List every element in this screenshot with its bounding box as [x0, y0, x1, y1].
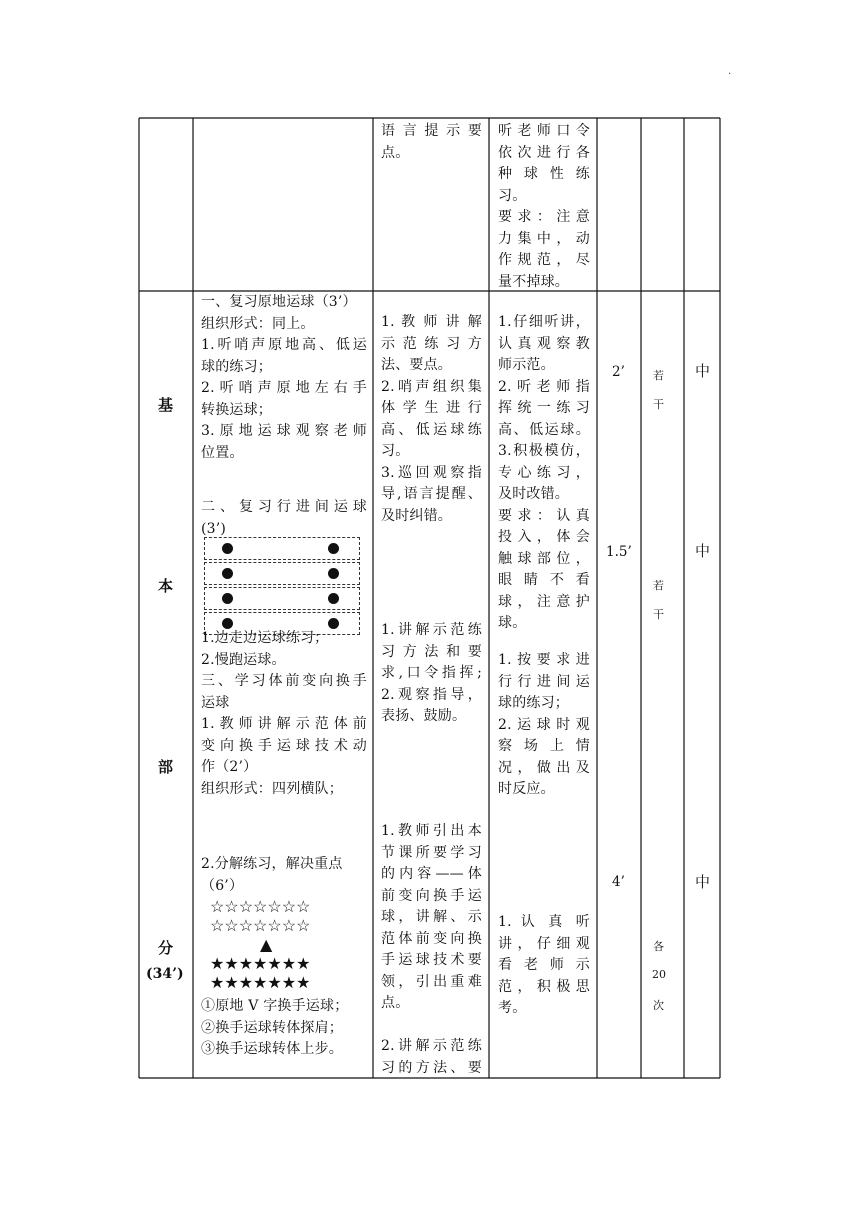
- time-value: 4’: [612, 874, 625, 890]
- text-line: 1.教师引出本: [381, 823, 482, 839]
- text-line: 手运球技术要: [381, 952, 482, 968]
- content-part3-items: [201, 996, 367, 1061]
- content-part3-title: [201, 854, 367, 897]
- text-line: 习 方 法 和 要: [381, 643, 482, 660]
- text-line: 1. 教 师 讲 解: [381, 314, 482, 330]
- count-char: 各: [653, 940, 664, 953]
- text-line: 高、低运球练: [381, 421, 482, 438]
- text-line: 3.原地运球观察老师: [201, 423, 367, 439]
- text-line: 体 学 生 进 行: [381, 400, 482, 416]
- text-line: 点。: [381, 144, 410, 161]
- text-line: 位置。: [201, 444, 244, 461]
- text-line: 2.慢跑运球。: [201, 651, 286, 668]
- text-line: 组织形式：四列横队；: [201, 780, 343, 797]
- count-char: 20: [652, 968, 666, 981]
- content-part2-title: [201, 497, 367, 540]
- ball-icon: [328, 543, 339, 554]
- text-line: 1.教师讲解示范体前: [201, 716, 367, 732]
- text-line: 行行进间运: [498, 673, 590, 690]
- top-teacher-text: [381, 121, 482, 164]
- text-line: 示 范 练 习 方: [381, 335, 482, 352]
- dribble-lanes-diagram: [204, 537, 360, 637]
- text-line: 1.按要求进: [498, 652, 590, 668]
- text-line: 转换运球；: [201, 401, 272, 418]
- text-line: 求,口令指挥;: [381, 665, 482, 681]
- text-line: 挥统一练习: [498, 400, 590, 416]
- text-line: 球。: [498, 615, 527, 631]
- time-value: 2’: [612, 364, 625, 380]
- text-line: 一、复习原地运球（3’）: [201, 294, 357, 310]
- text-line: 1.讲解示范练: [381, 622, 482, 638]
- text-line: 及时改错。: [498, 486, 569, 502]
- student-block-3: [498, 912, 590, 1020]
- text-line: 眼 睛 不 看: [498, 572, 590, 588]
- section-time: (34’): [146, 966, 184, 982]
- time-value: 1.5’: [606, 544, 632, 560]
- intensity-value: 中: [695, 542, 711, 560]
- text-line: 讲，仔细观: [498, 935, 590, 952]
- lane: [204, 562, 360, 585]
- text-line: 2.分解练习，解决重点: [201, 856, 343, 872]
- text-line: 2.听老师指: [498, 378, 590, 395]
- text-line: 的内容——体: [381, 866, 482, 882]
- text-line: 球，讲解、示: [381, 909, 482, 925]
- text-line: ②换手运球转体探肩；: [201, 1019, 343, 1036]
- formation-row-solid-stars: ★★★★★★★: [210, 954, 311, 973]
- text-line: 时反应。: [498, 781, 555, 797]
- content-part2-items: [201, 628, 367, 800]
- text-line: 专心练习，: [498, 464, 590, 481]
- text-line: 要求：认真: [498, 507, 590, 524]
- ball-icon: [222, 543, 233, 554]
- count-char: 次: [653, 999, 664, 1012]
- text-line: 量不掉球。: [498, 273, 569, 290]
- text-line: 师示范。: [498, 357, 555, 373]
- text-line: 习的方法、要: [381, 1059, 482, 1076]
- student-block-2: [498, 650, 590, 801]
- text-line: 力集中，动: [498, 230, 590, 247]
- section-char: 分: [158, 939, 174, 957]
- text-line: ①原地 V 字换手运球；: [201, 998, 349, 1014]
- content-part1: [201, 292, 367, 464]
- ball-icon: [328, 568, 339, 579]
- page-mark: .: [728, 66, 732, 77]
- formation-diagram: [210, 897, 310, 992]
- lane: [204, 587, 360, 610]
- text-line: 导,语言提醒、: [381, 486, 482, 502]
- teacher-triangle-icon: ▲: [260, 935, 273, 954]
- text-line: 依次进行各: [498, 144, 590, 161]
- text-line: 况，做出及: [498, 759, 590, 776]
- text-line: 组织形式：同上。: [201, 315, 315, 332]
- text-line: 球的练习；: [498, 695, 569, 711]
- teacher-block-3: [381, 821, 482, 1079]
- text-line: 3.巡回观察指: [381, 464, 482, 481]
- text-line: 运球: [201, 694, 230, 711]
- text-line: 语 言 提 示 要: [381, 123, 482, 139]
- text-line: 考。: [498, 1000, 527, 1016]
- text-line: 2.观察指导，: [381, 686, 482, 703]
- text-line: 触球部位，: [498, 550, 590, 567]
- text-line: 看 老 师 示: [498, 957, 590, 973]
- text-line: 作规范，尽: [498, 252, 590, 268]
- text-line: 范体前变向换: [381, 930, 482, 947]
- student-block-1: [498, 312, 590, 635]
- text-line: 及时纠错。: [381, 507, 452, 524]
- text-line: 作（2’）: [201, 759, 258, 775]
- text-line: (3’): [201, 520, 227, 537]
- formation-row-hollow-stars: ☆☆☆☆☆☆☆: [210, 916, 311, 935]
- text-line: 种 球 性 练: [498, 166, 590, 182]
- text-line: 节课所要学习: [381, 844, 482, 861]
- text-line: 要求：注意: [498, 209, 590, 225]
- text-line: 2.听哨声原地左右手: [201, 380, 367, 396]
- text-line: 变向换手运球技术动: [201, 737, 367, 754]
- text-line: 投入，体会: [498, 529, 590, 545]
- text-line: 1.仔细听讲，: [498, 314, 590, 330]
- text-line: 2.哨声组织集: [381, 378, 482, 395]
- top-student-text: [498, 121, 590, 293]
- text-line: 认真观察教: [498, 335, 590, 352]
- text-line: 听老师口令: [498, 123, 590, 139]
- text-line: 2.运球时观: [498, 716, 590, 733]
- formation-row-hollow-stars: ☆☆☆☆☆☆☆: [210, 897, 311, 916]
- text-line: 1. 认 真 听: [498, 914, 590, 930]
- count-char: 干: [653, 608, 664, 621]
- section-char: 部: [158, 758, 174, 776]
- text-line: 3.积极模仿，: [498, 443, 590, 459]
- intensity-value: 中: [695, 362, 711, 380]
- teacher-block-2: [381, 620, 482, 728]
- text-line: 1.边走边运球练习；: [201, 630, 329, 646]
- text-line: 球，注意护: [498, 593, 590, 610]
- text-line: 1.听哨声原地高、低运: [201, 337, 367, 353]
- intensity-value: 中: [695, 873, 711, 891]
- text-line: 二、复习行进间运球: [201, 499, 367, 515]
- text-line: 表扬、鼓励。: [381, 708, 467, 724]
- text-line: ③换手运球转体上步。: [201, 1041, 343, 1057]
- text-line: [381, 1015, 482, 1037]
- ball-icon: [222, 568, 233, 579]
- ball-icon: [222, 593, 233, 604]
- ball-icon: [328, 593, 339, 604]
- text-line: 点。: [381, 995, 410, 1011]
- text-line: 高、低运球。: [498, 421, 590, 438]
- text-line: 法、要点。: [381, 357, 452, 373]
- section-char: 基: [158, 396, 174, 414]
- count-char: 若: [653, 369, 664, 382]
- text-line: 2.讲解示范练: [381, 1038, 482, 1054]
- text-line: 前变向换手运: [381, 887, 482, 904]
- text-line: 习。: [498, 187, 527, 204]
- teacher-block-1: [381, 312, 482, 527]
- text-line: 范，积极思: [498, 978, 590, 995]
- text-line: 察 场 上 情: [498, 738, 590, 754]
- formation-row-solid-stars: ★★★★★★★: [210, 973, 311, 992]
- text-line: 习。: [381, 443, 410, 459]
- text-line: 领，引出重难: [381, 973, 482, 990]
- text-line: 三、学习体前变向换手: [201, 673, 367, 689]
- count-char: 干: [653, 398, 664, 411]
- section-char: 本: [158, 577, 174, 595]
- lane: [204, 537, 360, 560]
- count-char: 若: [653, 579, 664, 592]
- text-line: （6’）: [201, 877, 244, 894]
- text-line: 球的练习；: [201, 358, 272, 375]
